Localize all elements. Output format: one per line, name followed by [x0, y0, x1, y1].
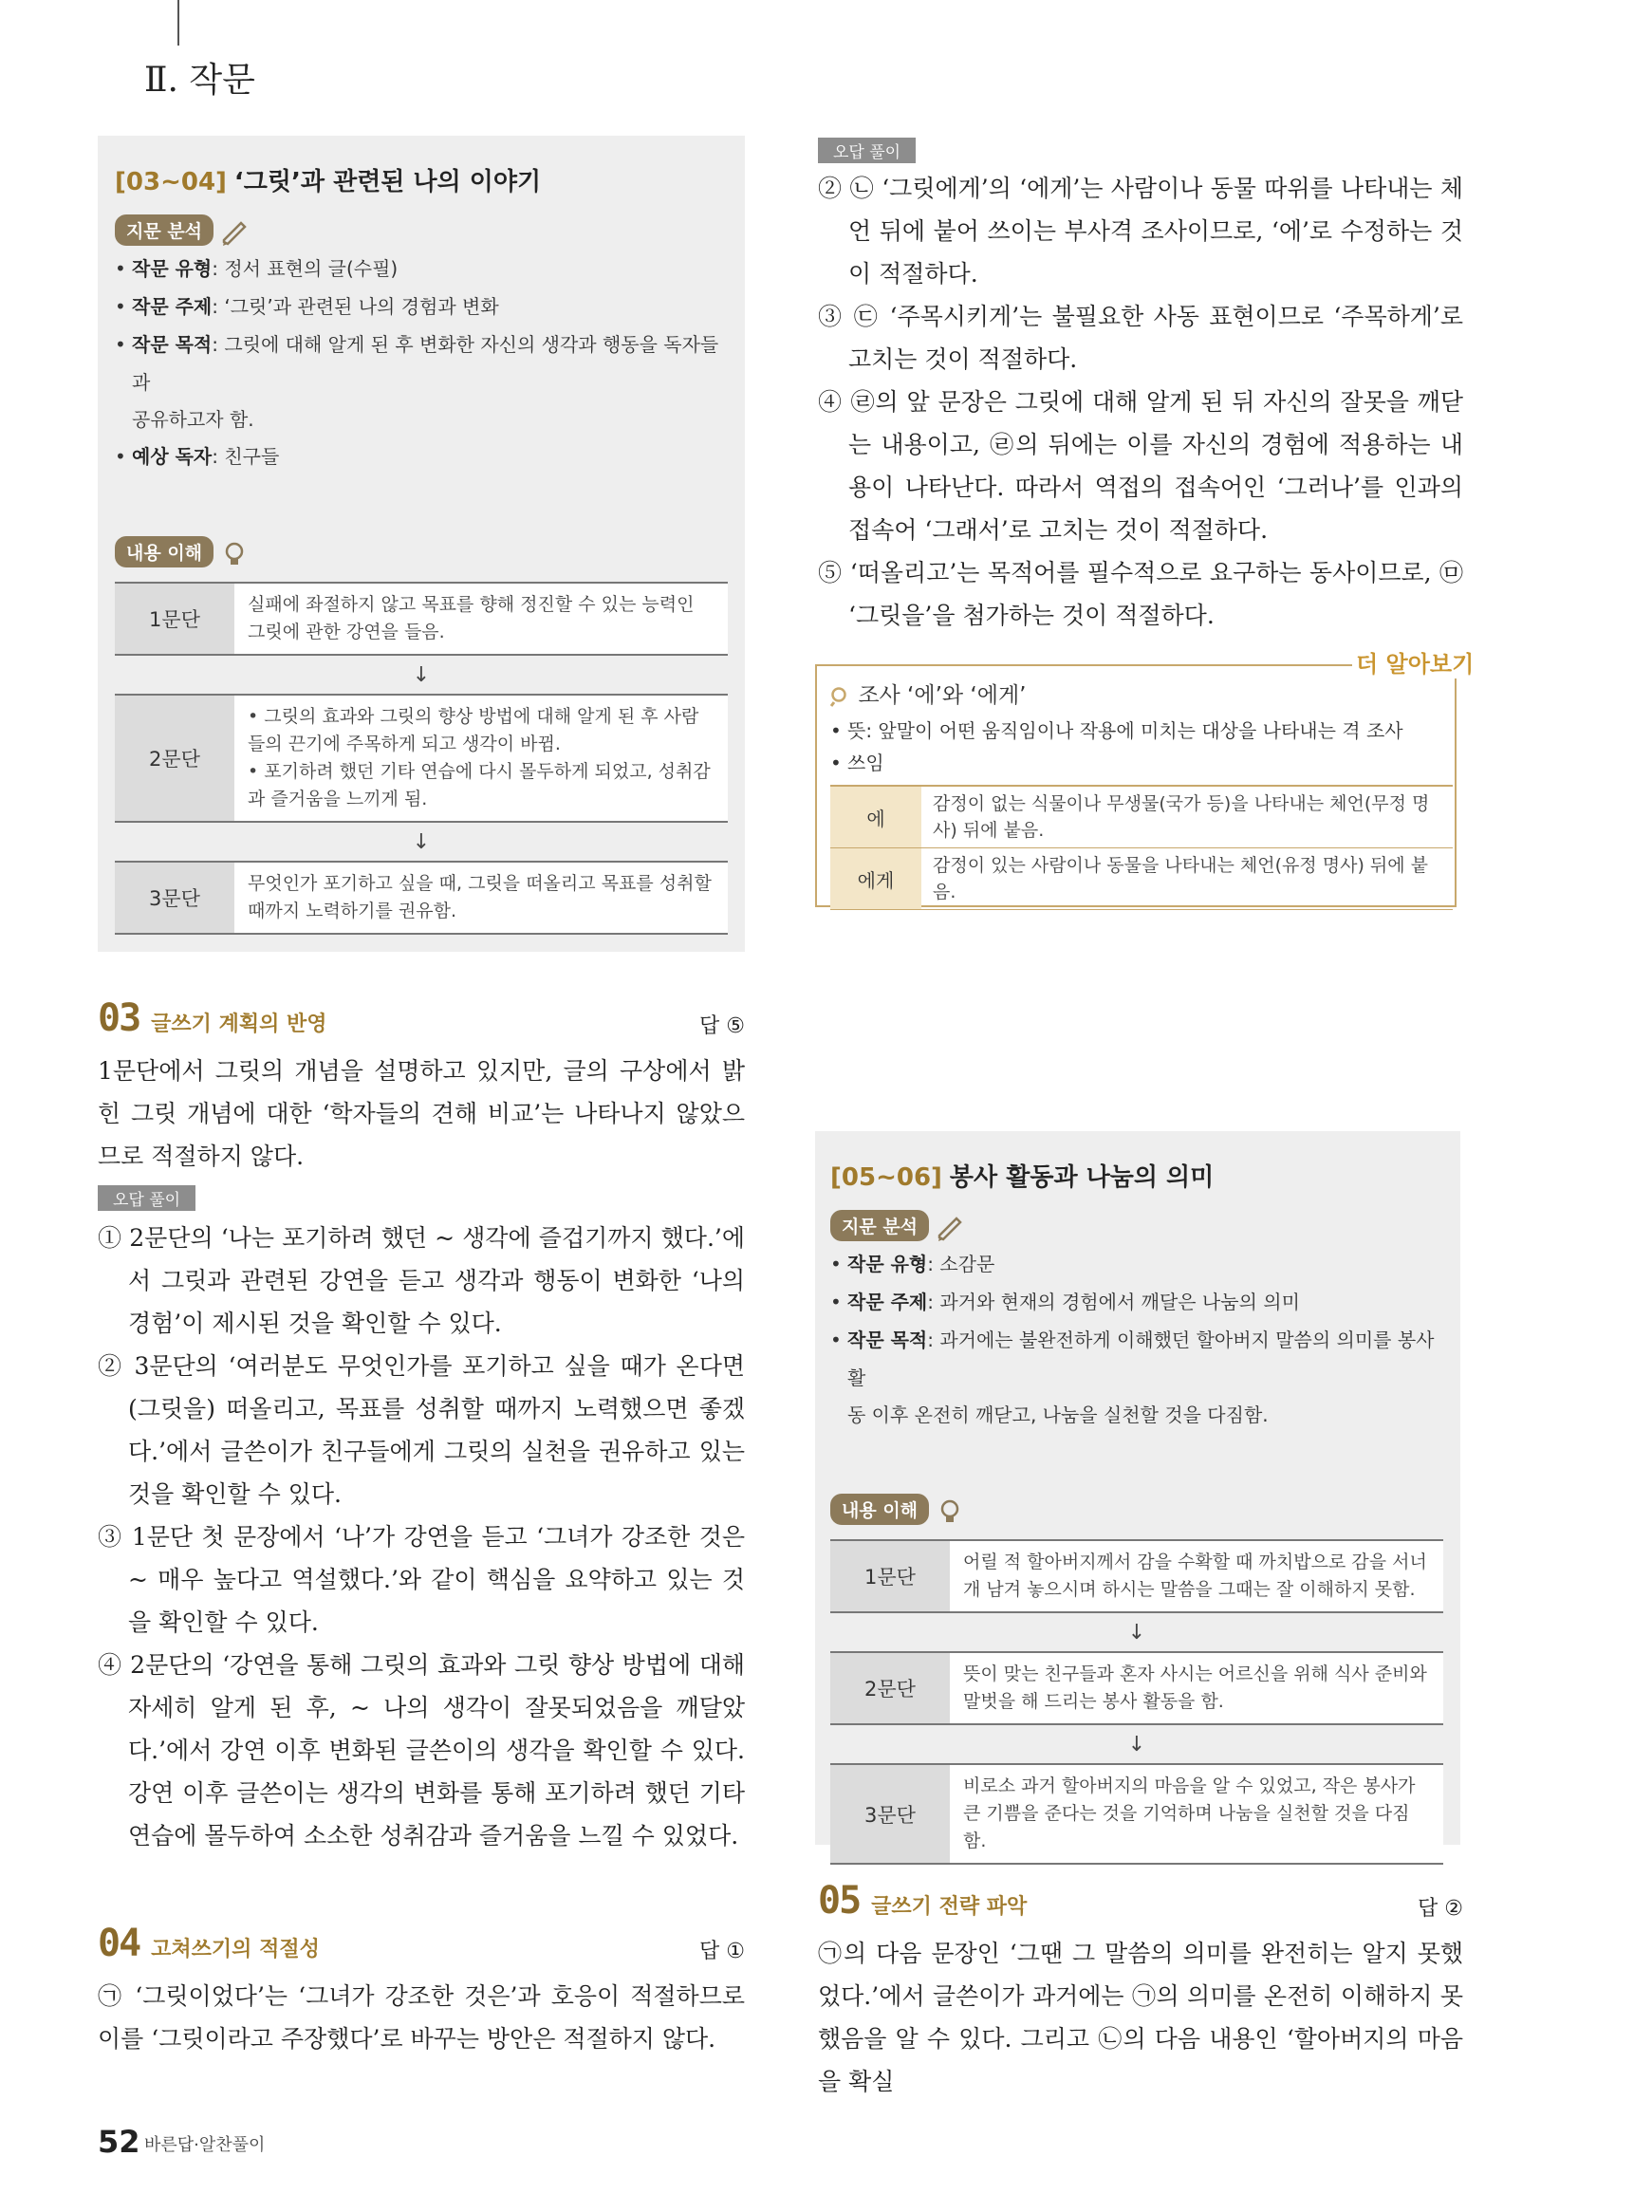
question-topic: 고쳐쓰기의 적절성	[151, 1938, 320, 1961]
plus-row-text: 감정이 있는 사람이나 동물을 나타내는 체언(유정 명사) 뒤에 붙음.	[933, 855, 1428, 902]
question-number: 03	[98, 996, 140, 1040]
question-topic: 글쓰기 계획의 반영	[151, 1013, 327, 1036]
content-row	[830, 1651, 1443, 1725]
passage-range: [03~04]	[115, 168, 227, 196]
right-wrong-answers	[818, 138, 1463, 637]
content-row	[115, 694, 728, 823]
arrow-down-icon: ↓	[1127, 1732, 1146, 1757]
content-table	[830, 1539, 1443, 1865]
analysis-item: • 작문 주제: ‘그릿’과 관련된 나의 경험과 변화	[115, 288, 728, 325]
answer-label: 답 ②	[1418, 1897, 1463, 1921]
pencil-icon	[220, 219, 249, 248]
content-row	[115, 861, 728, 935]
row-label: 1문단	[115, 584, 234, 654]
plus-row-label: 에	[830, 787, 921, 847]
wrong-item: ② 3문단의 ‘여러분도 무엇인가를 포기하고 싶을 때가 온다면 (그릿을) 떠올리고, 목표를 성취할 때까지 노력했으면 좋겠다.’에서 글쓴이가 친구들에게 그릿의 실천을 권유하고 있는 것을 확인할 수 있다.	[98, 1352, 745, 1508]
content-tag: 내용 이해	[830, 1494, 929, 1525]
page-number: 52	[98, 2124, 140, 2160]
plus-table	[830, 785, 1453, 910]
arrow-down-icon: ↓	[412, 829, 431, 854]
wrong-item: ① 2문단의 ‘나는 포기하려 했던 ~ 생각에 즐겁기까지 했다.’에서 그릿과 관련된 강연을 듣고 생각과 행동이 변화한 ‘나의 경험’이 제시된 것을 확인할 수 있다.	[98, 1224, 745, 1337]
wrong-tag-row	[98, 1185, 745, 1211]
magnifier-icon	[830, 686, 851, 707]
row-text: 어릴 적 할아버지께서 감을 수확할 때 까치밥으로 감을 서너 개 남겨 놓으시며 하시는 말씀을 그때는 잘 이해하지 못함.	[963, 1552, 1427, 1600]
top-rule	[177, 0, 179, 46]
wrong-item: ② ㉡ ‘그릿에게’의 ‘에게’는 사람이나 동물 따위를 나타내는 체언 뒤에 붙어 쓰이는 부사격 조사이므로, ‘에’로 수정하는 것이 적절하다.	[818, 175, 1463, 288]
lightbulb-icon	[936, 1497, 964, 1526]
plus-row	[830, 848, 1453, 910]
row-text: • 그릿의 효과와 그릿의 향상 방법에 대해 알게 된 후 사람들의 끈기에 주목하게 되고 생각이 바뀜. • 포기하려 했던 기타 연습에 다시 몰두하게 되었고, 성취감과 즐거움을 느끼게 됨.	[248, 706, 711, 809]
analysis-tag: 지문 분석	[830, 1210, 929, 1241]
plus-row-text: 감정이 없는 식물이나 무생물(국가 등)을 나타내는 체언(무정 명사) 뒤에 붙음.	[933, 793, 1430, 841]
analysis-list	[830, 1245, 1445, 1433]
row-text: 뜻이 맞는 친구들과 혼자 사시는 어르신을 위해 식사 준비와 말벗을 해 드리는 봉사 활동을 함.	[963, 1664, 1427, 1712]
plus-box	[815, 664, 1457, 907]
row-label: 2문단	[115, 696, 234, 821]
question-number: 04	[98, 1922, 140, 1965]
analysis-item: • 예상 독자: 친구들	[115, 437, 728, 475]
wrong-answer-tag: 오답 풀이	[98, 1185, 195, 1211]
plus-line: • 쓰임	[830, 747, 1441, 779]
answer-label: 답 ⑤	[699, 1014, 745, 1038]
pencil-icon	[936, 1215, 964, 1243]
passage-box-05-06	[815, 1131, 1460, 1851]
plus-row-label: 에게	[830, 848, 921, 909]
question-header	[98, 996, 745, 1050]
passage-title-text: ‘그릿’과 관련된 나의 이야기	[233, 168, 542, 196]
wrong-item: ⑤ ‘떠올리고’는 목적어를 필수적으로 요구하는 동사이므로, ㉤ ‘그릿을’을 첨가하는 것이 적절하다.	[818, 559, 1463, 629]
wrong-tag-row	[818, 138, 1463, 163]
row-label: 3문단	[115, 863, 234, 933]
wrong-item: ④ 2문단의 ‘강연을 통해 그릿의 효과와 그릿 향상 방법에 대해 자세히 알게 된 후, ~ 나의 생각이 잘못되었음을 깨달았다.’에서 강연 이후 변화된 글쓴이의 생각을 확인할 수 있다. 강연 이후 글쓴이는 생각의 변화를 통해 포기하려 했던 기타 연습에 몰두하여 소소한 성취감과 즐거움을 느낄 수 있었다.	[98, 1651, 745, 1850]
chapter-heading: Ⅱ. 작문	[144, 61, 255, 100]
explanation-text: ㉠의 다음 문장인 ‘그땐 그 말씀의 의미를 완전히는 알지 못했었다.’에서 글쓴이가 과거에는 ㉠의 의미를 온전히 이해하지 못했음을 알 수 있다. 그리고 ㉡의 다음 내용인 ‘할아버지의 마음을 확실	[818, 1940, 1463, 2095]
arrow-down-icon: ↓	[412, 662, 431, 687]
explanation-text: ㉠ ‘그릿이었다’는 ‘그녀가 강조한 것은’과 호응이 적절하므로 이를 ‘그릿이라고 주장했다’로 바꾸는 방안은 적절하지 않다.	[98, 1982, 745, 2053]
explanation-text: 1문단에서 그릿의 개념을 설명하고 있지만, 글의 구상에서 밝힌 그릿 개념에 대한 ‘학자들의 견해 비교’는 나타나지 않았으므로 적절하지 않다.	[98, 1057, 745, 1170]
passage-range: [05~06]	[830, 1163, 942, 1192]
content-row	[830, 1539, 1443, 1613]
analysis-item: • 작문 목적: 그릿에 대해 알게 된 후 변화한 자신의 생각과 행동을 독자들과 공유하고자 함.	[115, 325, 728, 437]
question-04	[98, 1922, 745, 2060]
analysis-item: • 작문 유형: 정서 표현의 글(수필)	[115, 250, 728, 288]
analysis-item: • 작문 목적: 과거에는 불완전하게 이해했던 할아버지 말씀의 의미를 봉사 활 동 이후 온전히 깨닫고, 나눔을 실천할 것을 다짐함.	[830, 1321, 1445, 1433]
plus-heading: 조사 ‘에’와 ‘에게’	[830, 678, 1441, 709]
question-header	[818, 1879, 1463, 1932]
analysis-item: • 작문 유형: 소감문	[830, 1245, 1445, 1283]
plus-badge: 더 알아보기	[1352, 645, 1477, 678]
row-label: 2문단	[830, 1653, 950, 1723]
passage-title	[115, 162, 728, 197]
content-row	[830, 1763, 1443, 1865]
plus-row	[830, 787, 1453, 848]
content-row	[115, 582, 728, 656]
question-05	[818, 1879, 1463, 2095]
passage-title-text: 봉사 활동과 나눔의 의미	[949, 1163, 1215, 1192]
analysis-item: • 작문 주제: 과거와 현재의 경험에서 깨달은 나눔의 의미	[830, 1283, 1445, 1321]
row-label: 1문단	[830, 1541, 950, 1611]
content-tag-row	[115, 536, 728, 569]
arrow-down-icon: ↓	[1127, 1620, 1146, 1645]
row-text: 무엇인가 포기하고 싶을 때, 그릿을 떠올리고 목표를 성취할 때까지 노력하기를 권유함.	[248, 873, 712, 921]
analysis-list	[115, 250, 728, 475]
answer-label: 답 ①	[699, 1940, 745, 1963]
question-header	[98, 1922, 745, 1975]
content-tag: 내용 이해	[115, 536, 213, 567]
wrong-item: ③ ㉢ ‘주목시키게’는 불필요한 사동 표현이므로 ‘주목하게’로 고치는 것이 적절하다.	[818, 303, 1463, 373]
plus-line: • 뜻: 앞말이 어떤 움직임이나 작용에 미치는 대상을 나타내는 격 조사	[830, 715, 1441, 747]
wrong-item: ③ 1문단 첫 문장에서 ‘나’가 강연을 듣고 ‘그녀가 강조한 것은 ~ 매우 높다고 역설했다.’와 같이 핵심을 요약하고 있는 것을 확인할 수 있다.	[98, 1523, 745, 1636]
wrong-item: ④ ㉣의 앞 문장은 그릿에 대해 알게 된 뒤 자신의 잘못을 깨닫는 내용이고, ㉣의 뒤에는 이를 자신의 경험에 적용하는 내용이 나타난다. 따라서 역접의 접속어인 ‘그러나’를 인과의 접속어 ‘그래서’로 고치는 것이 적절하다.	[818, 388, 1463, 544]
content-tag-row	[830, 1494, 1445, 1527]
footer-label: 바른답·알찬풀이	[144, 2135, 266, 2155]
question-number: 05	[818, 1879, 861, 1923]
wrong-answer-tag: 오답 풀이	[818, 138, 916, 163]
analysis-tag-row	[830, 1210, 1445, 1243]
question-topic: 글쓰기 전략 파악	[871, 1895, 1028, 1919]
lightbulb-icon	[220, 540, 249, 568]
content-table	[115, 582, 728, 935]
row-text: 비로소 과거 할아버지의 마음을 알 수 있었고, 작은 봉사가 큰 기쁨을 준다는 것을 기억하며 나눔을 실천할 것을 다짐함.	[963, 1775, 1416, 1851]
question-03	[98, 996, 745, 1857]
passage-box-03-04	[98, 136, 745, 952]
analysis-tag-row	[115, 214, 728, 248]
row-text: 실패에 좌절하지 않고 목표를 향해 정진할 수 있는 능력인 그릿에 관한 강연을 들음.	[248, 594, 695, 642]
analysis-tag: 지문 분석	[115, 214, 213, 246]
row-label: 3문단	[830, 1765, 950, 1863]
passage-title	[830, 1158, 1445, 1193]
